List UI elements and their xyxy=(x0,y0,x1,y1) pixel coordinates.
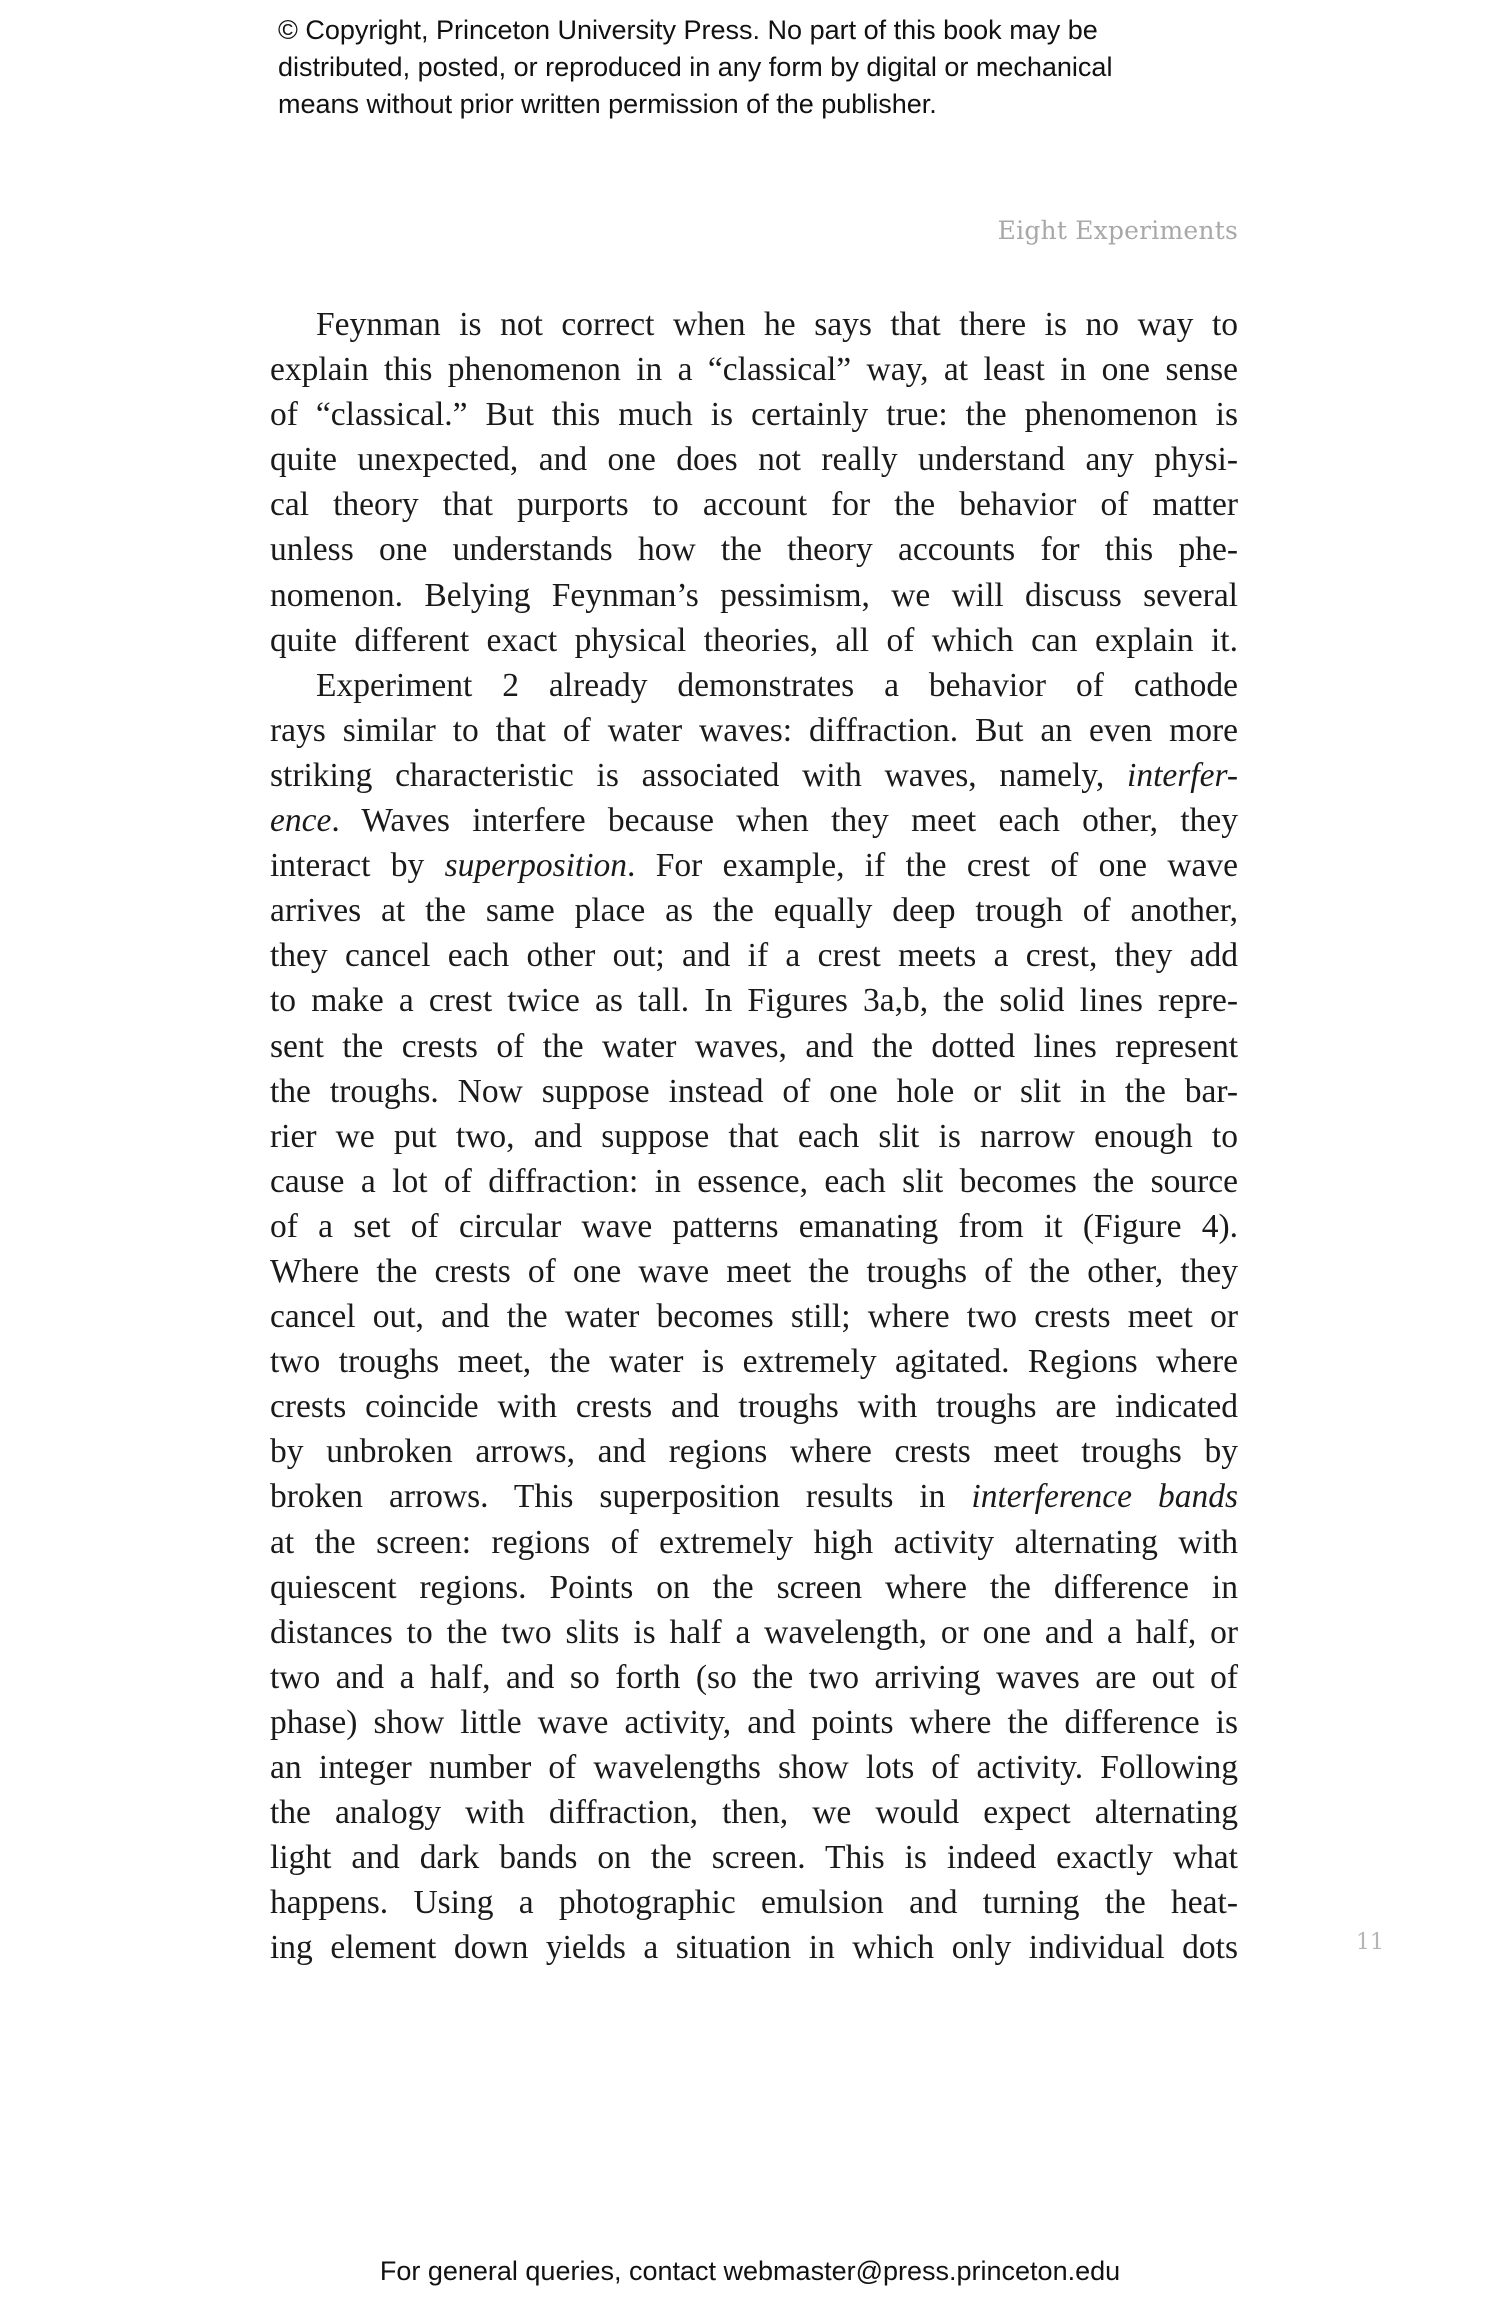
text-line: an integer number of wavelengths show lots of activity. Following xyxy=(270,1749,1238,1786)
footer-contact: For general queries, contact webmaster@press.princeton.edu xyxy=(379,2256,1121,2286)
text-line: rier we put two, and suppose that each slit is narrow enough to xyxy=(270,1117,1238,1155)
text-line xyxy=(270,753,1238,798)
text-line: cancel out, and the water becomes still; where two crests meet or xyxy=(270,1298,1238,1336)
paragraph-1 xyxy=(270,302,1238,663)
text-segment: interact by xyxy=(270,847,425,885)
page-number: 11 xyxy=(1356,1930,1384,1955)
text-line: cause a lot of diffraction: in essence, each slit becomes the source xyxy=(270,1162,1238,1200)
text-line: two and a half, and so forth (so the two arriving waves are out of xyxy=(270,1658,1238,1696)
text-line: crests coincide with crests and troughs with troughs are indicated xyxy=(270,1388,1238,1426)
text-line: of “classical.” But this much is certainly true: the phenomenon is xyxy=(270,396,1238,434)
italic-term: interfer- xyxy=(1127,756,1238,794)
text-line: sent the crests of the water waves, and the dotted lines represent xyxy=(270,1027,1238,1065)
text-line: arrives at the same place as the equally deep trough of another, xyxy=(270,892,1238,930)
running-head: Eight Experiments xyxy=(997,216,1238,245)
paragraph-2 xyxy=(270,663,1238,1971)
text-line: quiescent regions. Points on the screen where the difference in xyxy=(270,1568,1238,1606)
copyright-line: distributed, posted, or reproduced in any form by digital or mechanical xyxy=(278,52,1113,82)
text-line: Where the crests of one wave meet the troughs of the other, they xyxy=(270,1252,1238,1290)
text-line: distances to the two slits is half a wavelength, or one and a half, or xyxy=(270,1613,1238,1651)
text-line: explain this phenomenon in a “classical” way, at least in one sense xyxy=(270,351,1238,389)
text-line: at the screen: regions of extremely high activity alternating with xyxy=(270,1523,1238,1561)
body-text xyxy=(270,302,1238,1970)
text-line: quite different exact physical theories, all of which can explain it. xyxy=(270,621,1238,659)
text-line: to make a crest twice as tall. In Figures 3a,b, the solid lines repre- xyxy=(270,982,1238,1020)
text-line: happens. Using a photographic emulsion and turning the heat- xyxy=(270,1884,1238,1922)
text-line: of a set of circular wave patterns emanating from it (Figure 4). xyxy=(270,1207,1238,1245)
italic-term: ence xyxy=(270,802,332,840)
copyright-notice xyxy=(278,12,1238,123)
text-line: quite unexpected, and one does not really understand any physi- xyxy=(270,441,1238,479)
text-line: unless one understands how the theory accounts for this phe- xyxy=(270,531,1238,569)
text-line: ing element down yields a situation in which only individual dots xyxy=(270,1929,1238,1967)
text-line: phase) show little wave activity, and points where the difference is xyxy=(270,1703,1238,1741)
text-line: cal theory that purports to account for the behavior of matter xyxy=(270,486,1238,524)
text-segment: . For example, if the crest of one wave xyxy=(627,847,1239,885)
text-segment: striking characteristic is associated with waves, namely, xyxy=(270,756,1105,794)
italic-term: superposition xyxy=(444,847,628,885)
text-line: light and dark bands on the screen. This is indeed exactly what xyxy=(270,1839,1238,1877)
text-line: the analogy with diffraction, then, we would expect alternating xyxy=(270,1794,1238,1832)
text-line xyxy=(270,798,1238,843)
text-line xyxy=(270,843,1238,888)
text-line: Feynman is not correct when he says that there is no way to xyxy=(316,306,1238,343)
text-line: rays similar to that of water waves: diffraction. But an even more xyxy=(270,711,1238,749)
text-line: Experiment 2 already demonstrates a behavior of cathode xyxy=(316,666,1238,704)
text-line xyxy=(270,1474,1238,1519)
text-line: the troughs. Now suppose instead of one hole or slit in the bar- xyxy=(270,1072,1238,1110)
text-segment: broken arrows. This superposition results in xyxy=(270,1478,946,1516)
text-line: they cancel each other out; and if a crest meets a crest, they add xyxy=(270,937,1238,975)
text-line: nomenon. Belying Feynman’s pessimism, we will discuss several xyxy=(270,576,1238,614)
text-line: two troughs meet, the water is extremely agitated. Regions where xyxy=(270,1343,1238,1381)
italic-term: interference bands xyxy=(971,1478,1239,1516)
text-segment: . Waves interfere because when they meet each other, they xyxy=(331,802,1238,840)
copyright-line: © Copyright, Princeton University Press. No part of this book may be xyxy=(278,15,1098,45)
copyright-line: means without prior written permission of the publisher. xyxy=(278,89,937,119)
text-line: by unbroken arrows, and regions where crests meet troughs by xyxy=(270,1433,1238,1471)
